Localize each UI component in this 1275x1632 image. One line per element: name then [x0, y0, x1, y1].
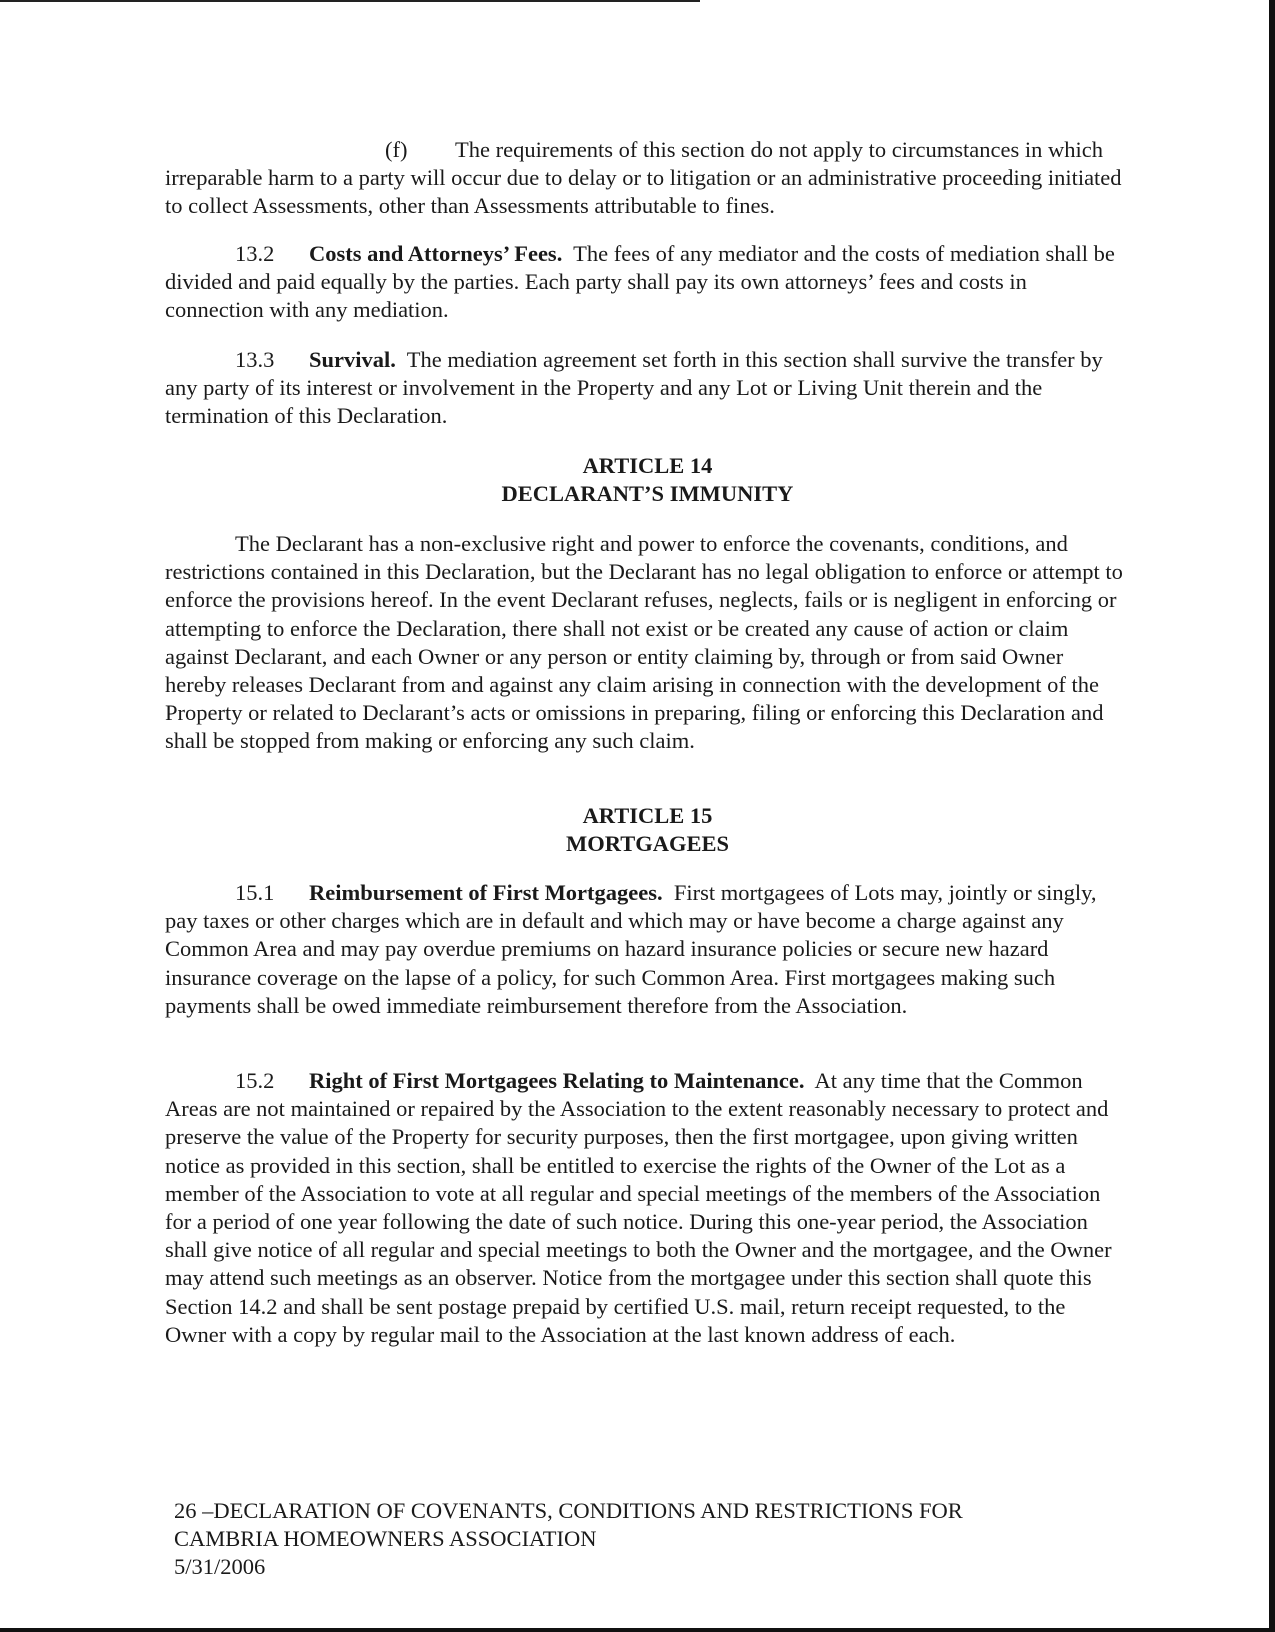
footer-title-line-2: CAMBRIA HOMEOWNERS ASSOCIATION — [174, 1526, 597, 1551]
section-13-f — [165, 136, 1130, 221]
section-15-1-title: Reimbursement of First Mortgagees — [309, 880, 658, 905]
section-13-2-number: 13.2 — [235, 241, 275, 266]
section-13-3-number: 13.3 — [235, 347, 275, 372]
section-15-1-text: First mortgagees of Lots may, jointly or singly, pay taxes or other charges which are in default and which may or have become a charge against any Common Area and may pay overdue premiums on hazard insurance policies or secure new hazard insurance coverage on the lapse of a policy, for such Common Area. First mortgagees making such payments shall be owed immediate reimbursement therefore from the Association. — [165, 880, 1097, 1018]
scan-right-border — [1269, 0, 1275, 1632]
footer-date: 5/31/2006 — [174, 1554, 266, 1579]
article-14-text: The Declarant has a non-exclusive right and power to enforce the covenants, conditions, and restrictions contained in this Declaration, but the Declarant has no legal obligation to enforce or attempt to enforce the provisions hereof. In the event Declarant refuses, neglects, fails or is negligent in enforcing or attempting to enforce the Declaration, there shall not exist or be created any cause of action or claim against Declarant, and each Owner or any person or entity claiming by, through or from said Owner hereby releases Declarant from and against any claim arising in connection with the development of the Property or related to Declarant’s acts or omissions in preparing, filing or enforcing this Declaration and shall be stopped from making or enforcing any such claim. — [165, 531, 1123, 754]
section-13-3-title: Survival — [309, 347, 391, 372]
footer-title-line-1: 26 –DECLARATION OF COVENANTS, CONDITIONS AND RESTRICTIONS FOR — [174, 1498, 963, 1523]
section-13-f-label: (f) — [385, 137, 408, 162]
section-13-3-text: The mediation agreement set forth in this section shall survive the transfer by any party of its interest or involvement in the Property and any Lot or Living Unit therein and the termination of this Declaration. — [165, 347, 1103, 429]
article-14-number: ARTICLE 14 — [582, 453, 713, 478]
section-15-1-number: 15.1 — [235, 880, 275, 905]
scan-bottom-border — [0, 1628, 1275, 1632]
section-15-2: 15.2 Right of First Mortgagees Relating to Maintenance. At any time that the Common Areas are not maintained or repaired by the Association to the extent reasonably necessary to protect and preserve the value of the Property for security purposes, then the first mortgagee, upon giving written notice as provided in this section, shall be entitled to exercise the rights of the Owner of the Lot as a member of the Association to vote at all regular and special meetings of the members of the Association for a period of one year following the date of such notice. During this one-year period, the Association shall give notice of all regular and special meetings to both the Owner and the mortgagee, and the Owner may attend such meetings as an observer. Notice from the mortgagee under this section shall quote this Section 14.2 and shall be sent postage prepaid by certified U.S. mail, return receipt requested, to the Owner with a copy by regular mail to the Association at the last known address of each. — [165, 1068, 1112, 1347]
section-15-2-text: At any time that the Common Areas are not maintained or repaired by the Association to the extent reasonably necessary to protect and preserve the value of the Property for security purposes, then the first mortgagee, upon giving written notice as provided in this section, shall be entitled to exercise the rights of the Owner of the Lot as a member of the Association to vote at all regular and special meetings of the members of the Association for a period of one year following the date of such notice. During this one-year period, the Association shall give notice of all regular and special meetings to both the Owner and the mortgagee, and the Owner may attend such meetings as an observer. Notice from the mortgagee under this section shall quote this Section 14.2 and shall be sent postage prepaid by certified U.S. mail, return receipt requested, to the Owner with a copy by regular mail to the Association at the last known address of each. — [165, 1068, 1112, 1347]
scan-top-border — [0, 0, 700, 2]
article-14-title: DECLARANT’S IMMUNITY — [501, 481, 794, 506]
page-footer — [174, 1497, 1174, 1581]
section-15-1: 15.1 Reimbursement of First Mortgagees. First mortgagees of Lots may, jointly or singly, pay taxes or other charges which are in default and which may or have become a charge against any Common Area and may pay overdue premiums on hazard insurance policies or secure new hazard insurance coverage on the lapse of a policy, for such Common Area. First mortgagees making such payments shall be owed immediate reimbursement therefore from the Association. — [165, 880, 1097, 1018]
article-14-body — [165, 530, 1130, 756]
section-13-3: 13.3 Survival. The mediation agreement set forth in this section shall survive the transfer by any party of its interest or involvement in the Property and any Lot or Living Unit therein and the termination of this Declaration. — [165, 347, 1103, 429]
section-13-2-text: The fees of any mediator and the costs of mediation shall be divided and paid equally by the parties. Each party shall pay its own attorneys’ fees and costs in connection with any mediation. — [165, 241, 1115, 323]
article-15-title: MORTGAGEES — [566, 831, 729, 856]
article-15-heading — [165, 802, 1130, 858]
section-15-2-title: Right of First Mortgagees Relating to Maintenance — [309, 1068, 799, 1093]
section-15-2-number: 15.2 — [235, 1068, 275, 1093]
article-14-heading — [165, 452, 1130, 508]
section-13-2: 13.2 Costs and Attorneys’ Fees. The fees of any mediator and the costs of mediation shall be divided and paid equally by the parties. Each party shall pay its own attorneys’ fees and costs in connection with any mediation. — [165, 241, 1115, 323]
section-13-2-title: Costs and Attorneys’ Fees — [309, 241, 557, 266]
article-15-number: ARTICLE 15 — [582, 803, 713, 828]
section-13-f-text: The requirements of this section do not apply to circumstances in which irreparable harm to a party will occur due to delay or to litigation or an administrative proceeding initiated to collect Assessments, other than Assessments attributable to fines. — [165, 137, 1122, 219]
